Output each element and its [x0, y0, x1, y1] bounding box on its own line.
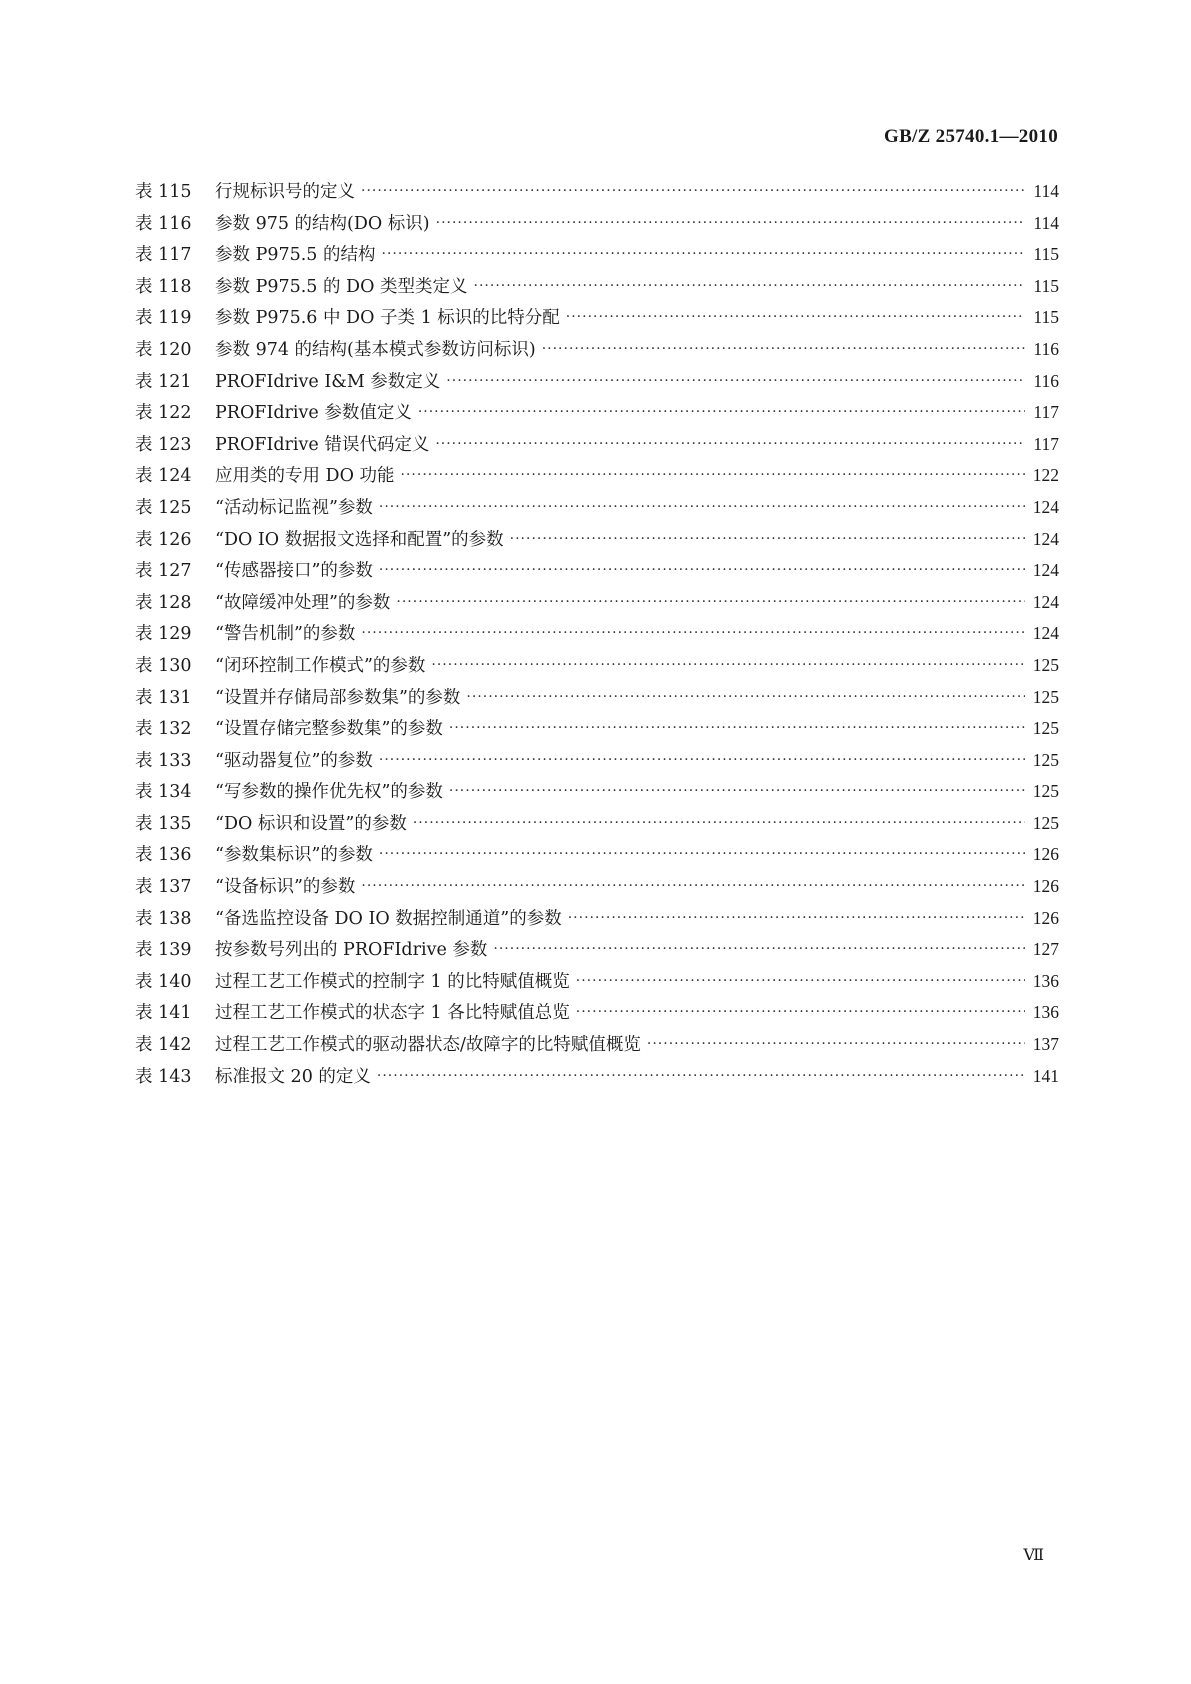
toc-entry-page: 115 [1033, 307, 1059, 328]
toc-entry-title: 参数 975 的结构(DO 标识) [215, 213, 430, 234]
dot-leader [576, 973, 1025, 989]
toc-entry-page: 136 [1032, 1002, 1059, 1023]
toc-entry-title: 过程工艺工作模式的状态字 1 各比特赋值总览 [215, 1003, 570, 1024]
toc-entry-label: 表 126 [135, 529, 192, 550]
toc-entry[interactable] [135, 905, 1059, 937]
toc-entry-label: 表 140 [135, 971, 192, 992]
toc-entry-page: 125 [1032, 781, 1059, 802]
toc-entry-title: 参数 P975.5 的 DO 类型类定义 [215, 276, 468, 297]
toc-entry-label: 表 137 [135, 877, 192, 898]
toc-entry[interactable] [135, 589, 1059, 621]
toc-entry-title: “DO 标识和设置”的参数 [215, 813, 407, 834]
toc-entry-label: 表 118 [135, 276, 192, 297]
toc-entry-title: “备选监控设备 DO IO 数据控制通道”的参数 [215, 908, 562, 929]
dot-leader [379, 562, 1025, 578]
page-number: Ⅶ [1023, 1547, 1044, 1564]
toc-entry[interactable] [135, 1063, 1059, 1095]
dot-leader [466, 689, 1024, 705]
toc-entry-title: 应用类的专用 DO 功能 [215, 466, 395, 487]
table-list [135, 178, 1059, 1094]
toc-entry-page: 122 [1032, 465, 1059, 486]
dot-leader [568, 910, 1025, 926]
toc-entry[interactable] [135, 462, 1059, 494]
toc-entry-label: 表 134 [135, 782, 192, 803]
toc-entry-label: 表 120 [135, 339, 192, 360]
toc-entry-label: 表 133 [135, 750, 192, 771]
toc-entry-label: 表 121 [135, 371, 192, 392]
dot-leader [510, 531, 1025, 547]
toc-entry-label: 表 131 [135, 687, 192, 708]
dot-leader [379, 752, 1025, 768]
dot-leader [566, 309, 1026, 325]
toc-entry-page: 125 [1032, 654, 1059, 675]
toc-entry-page: 127 [1032, 939, 1059, 960]
toc-entry[interactable] [135, 968, 1059, 1000]
dot-leader [418, 404, 1026, 420]
toc-entry-title: PROFIdrive I&M 参数定义 [215, 371, 441, 392]
dot-leader [361, 878, 1024, 894]
toc-entry-label: 表 136 [135, 845, 192, 866]
toc-entry-title: “警告机制”的参数 [215, 624, 356, 645]
dot-leader [576, 1004, 1025, 1020]
toc-entry[interactable] [135, 936, 1059, 968]
toc-entry-page: 124 [1032, 560, 1059, 581]
toc-entry[interactable] [135, 210, 1059, 242]
toc-entry[interactable] [135, 494, 1059, 526]
toc-entry-title: 按参数号列出的 PROFIdrive 参数 [215, 940, 488, 961]
toc-entry[interactable] [135, 684, 1059, 716]
toc-entry[interactable] [135, 399, 1059, 431]
toc-entry-page: 116 [1033, 338, 1059, 359]
toc-entry-label: 表 130 [135, 655, 192, 676]
toc-entry-title: PROFIdrive 参数值定义 [215, 403, 412, 424]
toc-entry-page: 125 [1032, 686, 1059, 707]
dot-leader [379, 846, 1025, 862]
toc-entry-page: 125 [1032, 749, 1059, 770]
toc-entry-title: “写参数的操作优先权”的参数 [215, 782, 443, 803]
dot-leader [401, 467, 1025, 483]
dot-leader [382, 246, 1026, 262]
toc-entry-page: 126 [1032, 844, 1059, 865]
toc-entry-label: 表 123 [135, 434, 192, 455]
toc-entry-label: 表 132 [135, 719, 192, 740]
dot-leader [542, 341, 1026, 357]
toc-entry[interactable] [135, 715, 1059, 747]
dot-leader [361, 183, 1025, 199]
toc-entry-title: “闭环控制工作模式”的参数 [215, 655, 426, 676]
toc-entry-page: 125 [1032, 812, 1059, 833]
dot-leader [446, 373, 1025, 389]
toc-entry-title: “传感器接口”的参数 [215, 561, 373, 582]
toc-entry[interactable] [135, 557, 1059, 589]
toc-entry-title: PROFIdrive 错误代码定义 [215, 434, 430, 455]
toc-entry[interactable] [135, 747, 1059, 779]
toc-entry-label: 表 115 [135, 182, 192, 202]
dot-leader [396, 594, 1024, 610]
dot-leader [379, 499, 1025, 515]
toc-entry[interactable] [135, 526, 1059, 558]
toc-entry-title: 行规标识号的定义 [215, 182, 355, 202]
toc-entry[interactable] [135, 810, 1059, 842]
toc-entry-title: “设置并存储局部参数集”的参数 [215, 687, 461, 708]
toc-entry-label: 表 128 [135, 592, 192, 613]
dot-leader [413, 815, 1025, 831]
toc-entry-label: 表 129 [135, 624, 192, 645]
toc-entry-page: 136 [1032, 970, 1059, 991]
toc-entry-label: 表 125 [135, 497, 192, 518]
dot-leader [361, 625, 1024, 641]
toc-entry-page: 137 [1032, 1034, 1059, 1055]
toc-entry-label: 表 139 [135, 940, 192, 961]
toc-entry-label: 表 116 [135, 213, 192, 234]
toc-entry-label: 表 119 [135, 308, 192, 329]
toc-entry-page: 124 [1032, 496, 1059, 517]
toc-entry-page: 114 [1033, 181, 1059, 201]
toc-entry[interactable] [135, 841, 1059, 873]
toc-entry[interactable] [135, 304, 1059, 336]
toc-entry[interactable] [135, 368, 1059, 400]
toc-entry-title: 过程工艺工作模式的控制字 1 的比特赋值概览 [215, 971, 570, 992]
toc-entry[interactable] [135, 178, 1059, 210]
toc-entry-label: 表 135 [135, 813, 192, 834]
toc-entry-title: “故障缓冲处理”的参数 [215, 592, 391, 613]
toc-entry-page: 141 [1032, 1065, 1059, 1086]
toc-entry-label: 表 142 [135, 1035, 192, 1056]
toc-entry-page: 126 [1032, 907, 1059, 928]
toc-entry-title: “DO IO 数据报文选择和配置”的参数 [215, 529, 504, 550]
dot-leader [493, 941, 1024, 957]
toc-entry-title: 参数 P975.6 中 DO 子类 1 标识的比特分配 [215, 308, 560, 329]
toc-entry-title: “驱动器复位”的参数 [215, 750, 373, 771]
toc-entry-page: 114 [1033, 212, 1059, 233]
toc-entry-title: “设备标识”的参数 [215, 877, 356, 898]
toc-entry-page: 115 [1033, 275, 1059, 296]
toc-entry-label: 表 117 [135, 245, 192, 266]
toc-entry-title: 参数 974 的结构(基本模式参数访问标识) [215, 339, 536, 360]
toc-entry-page: 116 [1033, 370, 1059, 391]
toc-entry[interactable] [135, 336, 1059, 368]
toc-entry-title: 过程工艺工作模式的驱动器状态/故障字的比特赋值概览 [215, 1035, 641, 1056]
dot-leader [436, 215, 1026, 231]
dot-leader [474, 278, 1026, 294]
dot-leader [435, 436, 1025, 452]
toc-entry-title: “设置存储完整参数集”的参数 [215, 719, 443, 740]
toc-entry-page: 124 [1032, 623, 1059, 644]
toc-entry-title: “参数集标识”的参数 [215, 845, 373, 866]
toc-entry-label: 表 141 [135, 1003, 192, 1024]
toc-entry[interactable] [135, 241, 1059, 273]
toc-entry-page: 124 [1032, 591, 1059, 612]
dot-leader [377, 1068, 1025, 1084]
toc-entry-title: “活动标记监视”参数 [215, 497, 373, 518]
toc-entry-page: 117 [1033, 433, 1059, 454]
toc-entry[interactable] [135, 778, 1059, 810]
toc-entry[interactable] [135, 431, 1059, 463]
toc-entry[interactable] [135, 273, 1059, 305]
toc-entry-title: 参数 P975.5 的结构 [215, 245, 376, 266]
dot-leader [449, 720, 1025, 736]
dot-leader [647, 1036, 1025, 1052]
toc-entry[interactable] [135, 620, 1059, 652]
toc-entry-page: 117 [1033, 402, 1059, 423]
toc-entry[interactable] [135, 873, 1059, 905]
toc-entry-title: 标准报文 20 的定义 [215, 1066, 371, 1087]
toc-entry-label: 表 124 [135, 466, 192, 487]
toc-entry-page: 126 [1032, 876, 1059, 897]
toc-entry[interactable] [135, 1031, 1059, 1063]
document-standard-id: GB/Z 25740.1—2010 [883, 126, 1058, 147]
toc-entry[interactable] [135, 999, 1059, 1031]
toc-entry[interactable] [135, 652, 1059, 684]
toc-entry-page: 124 [1032, 528, 1059, 549]
dot-leader [449, 783, 1025, 799]
dot-leader [431, 657, 1024, 673]
toc-entry-label: 表 127 [135, 561, 192, 582]
toc-entry-label: 表 122 [135, 403, 192, 424]
toc-entry-page: 125 [1032, 718, 1059, 739]
toc-entry-label: 表 138 [135, 908, 192, 929]
toc-entry-label: 表 143 [135, 1066, 192, 1087]
toc-entry-page: 115 [1033, 244, 1059, 265]
